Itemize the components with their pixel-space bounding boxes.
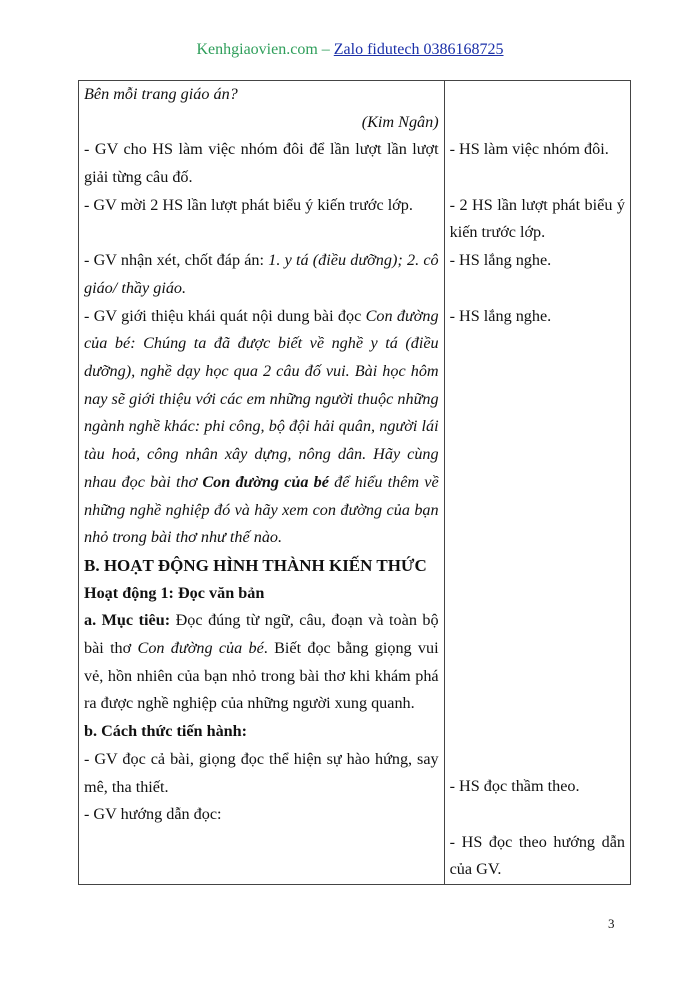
spacer: [450, 275, 625, 303]
method-step-read: - GV đọc cả bài, giọng đọc thể hiện sự hào hứng, say mê, tha thiết.: [84, 749, 439, 796]
intro-title: Con đường của bé: [84, 306, 439, 353]
page-header: [0, 40, 700, 60]
student-activity-cell: [444, 81, 630, 885]
conclude-answer: 1. y tá (điều dưỡng); 2. cô giáo/ thầy giáo.: [84, 251, 439, 297]
intro-text: : Chúng ta đã được biết về nghề y tá (điều dưỡng), nghề dạy học qua 2 câu đố vui. Bài học hôm nay sẽ giới thiệu với các em những người thuộc những ngành nghề khác: phi công, bộ đội hải quân, người lái tàu hoả, công nhân xây dựng, nông dân. Hãy cùng nhau đọc bài thơ: [84, 334, 439, 491]
riddle-line: Bên mỗi trang giáo án?: [84, 85, 238, 103]
conclude-prefix: - GV nhận xét, chốt đáp án:: [84, 251, 269, 270]
spacer: [450, 330, 625, 773]
method-label: b. Cách thức tiến hành:: [84, 722, 248, 741]
activity-1-heading: Hoạt động 1: Đọc văn bản: [84, 583, 265, 602]
student-response: - HS đọc theo hướng dẫn của GV.: [449, 832, 625, 879]
goal-text: Đọc đúng từ ngữ, câu, đoạn và toàn bộ bài thơ: [84, 611, 439, 658]
goal-label: a. Mục tiêu:: [84, 611, 171, 630]
table-row: [79, 81, 631, 885]
teacher-step-invite: - GV mời 2 HS lần lượt phát biểu ý kiến trước lớp.: [84, 195, 413, 214]
spacer: [450, 109, 625, 137]
spacer: [450, 164, 625, 192]
site-name: Kenhgiaovien.com: [196, 41, 318, 58]
goal-text-end: . Biết đọc bằng giọng vui vẻ, hồn nhiên của bạn nhỏ trong bài thơ khi khám phá ra được nghề nghiệp của những người xung quanh.: [84, 639, 439, 713]
student-response: - HS lắng nghe.: [449, 251, 552, 270]
teacher-step-intro: [84, 303, 439, 552]
page-number: 3: [608, 916, 615, 931]
spacer: [450, 801, 625, 829]
teacher-step-conclude: [84, 247, 439, 302]
section-b-heading: B. HOẠT ĐỘNG HÌNH THÀNH KIẾN THỨC: [84, 555, 427, 575]
spacer: [84, 220, 439, 248]
intro-text-end: để hiểu thêm về những nghề nghiệp đó và hãy xem con đường của bạn nhỏ trong bài thơ như thế nào.: [84, 472, 439, 547]
teacher-step-pairwork: - GV cho HS làm việc nhóm đôi để lần lượt lần lượt giải từng câu đố.: [84, 140, 439, 187]
student-response: - HS lắng nghe.: [449, 306, 552, 325]
goal-title: Con đường của bé: [137, 639, 264, 658]
student-response: - 2 HS lần lượt phát biểu ý kiến trước lớp.: [449, 195, 625, 242]
method-step-guide: - GV hướng dẫn đọc:: [84, 805, 222, 824]
student-response: - HS làm việc nhóm đôi.: [449, 140, 609, 159]
header-separator: –: [317, 41, 334, 58]
teacher-activity-cell: [79, 81, 445, 885]
student-response: - HS đọc thầm theo.: [449, 777, 580, 796]
riddle-author: (Kim Ngân): [361, 112, 439, 131]
goal-paragraph: [84, 607, 439, 718]
contact-link[interactable]: Zalo fidutech 0386168725: [333, 41, 504, 58]
spacer: [450, 81, 625, 109]
intro-prefix: - GV giới thiệu khái quát nội dung bài đọc: [84, 306, 366, 325]
intro-bold-title: Con đường của bé: [202, 472, 329, 491]
lesson-plan-table: [78, 80, 631, 885]
